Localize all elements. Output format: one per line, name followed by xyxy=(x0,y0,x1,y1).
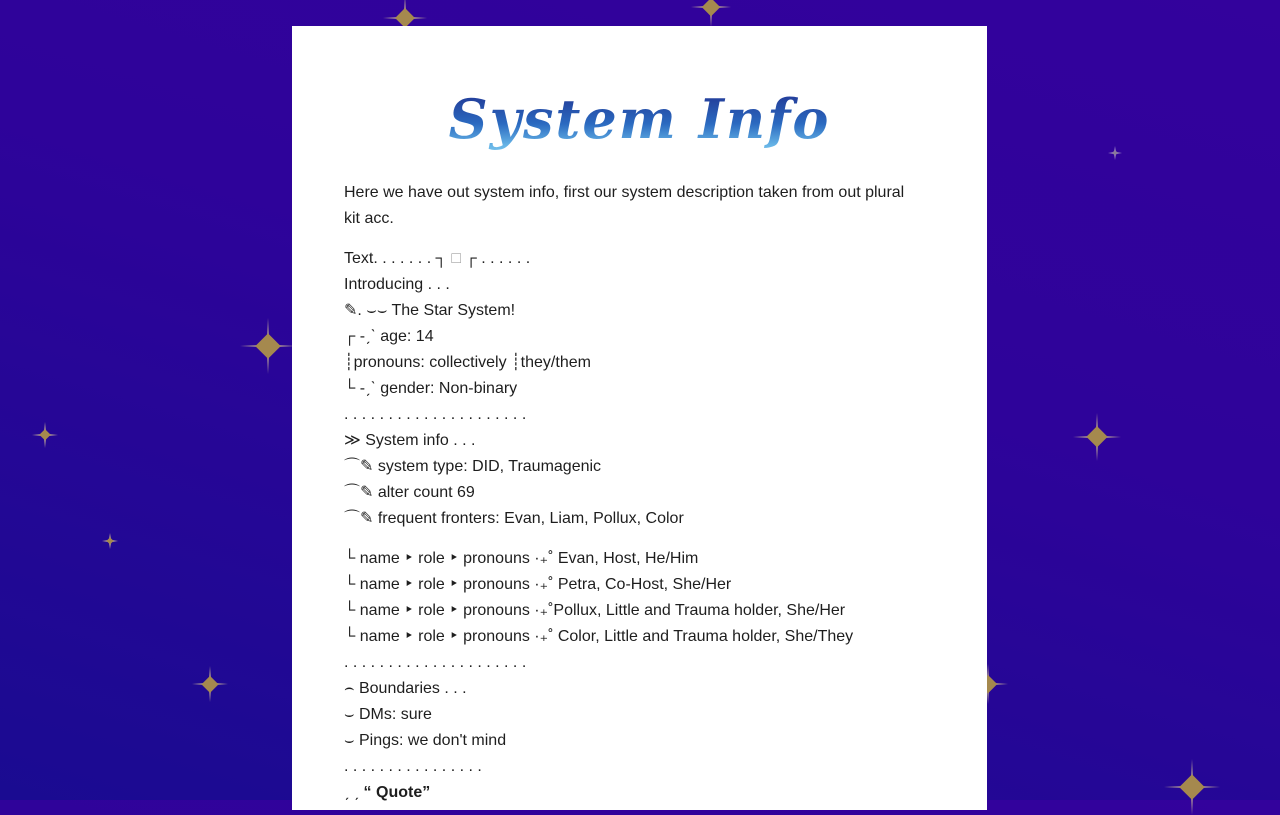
dotted-divider: . . . . . . . . . . . . . . . . xyxy=(344,758,482,775)
system-info-heading-line: ≫ System info . . . xyxy=(344,432,476,449)
sparkle-icon xyxy=(1164,759,1220,815)
missing-glyph-box: □ xyxy=(451,250,462,267)
quote-prefix-marks: ˏ ˏ xyxy=(344,784,364,801)
members-and-boundaries-block xyxy=(344,546,935,806)
age-line: ┌ -ˏˋ age: 14 xyxy=(344,328,434,345)
member-line: └ name ‣ role ‣ pronouns ·₊˚ Petra, Co-Host, She/Her xyxy=(344,576,732,593)
quote-line xyxy=(344,780,935,806)
system-name-line: ✎. ⌣⌣ The Star System! xyxy=(344,302,516,319)
sparkle-icon xyxy=(192,666,228,702)
system-description-block xyxy=(344,246,935,532)
intro-line: Introducing . . . xyxy=(344,276,450,293)
sparkle-icon xyxy=(1073,413,1121,461)
pronouns-line: ┊pronouns: collectively ┊they/them xyxy=(344,354,591,371)
dotted-divider: . . . . . . . . . . . . . . . . . . . . . xyxy=(344,406,527,423)
pings-line: ⌣ Pings: we don't mind xyxy=(344,732,507,749)
content-card xyxy=(292,26,987,810)
intro-paragraph: Here we have out system info, first our system description taken from out plural kit acc. xyxy=(344,184,905,227)
dms-line: ⌣ DMs: sure xyxy=(344,706,432,723)
alter-count-line: ⌒✎ alter count 69 xyxy=(344,484,475,501)
sparkle-icon xyxy=(691,0,731,27)
member-line: └ name ‣ role ‣ pronouns ·₊˚Pollux, Little and Trauma holder, She/Her xyxy=(344,602,846,619)
gender-line: └ -ˏˋ gender: Non-binary xyxy=(344,380,518,397)
member-line: └ name ‣ role ‣ pronouns ·₊˚ Evan, Host, He/Him xyxy=(344,550,699,567)
sparkle-icon xyxy=(102,533,118,549)
sparkle-icon xyxy=(240,318,296,374)
text-divider-line: Text. . . . . . . ┐ □ ┌ . . . . . . xyxy=(344,250,531,267)
quote-text: “ Quote” xyxy=(363,784,431,801)
page-title: System Info xyxy=(344,72,935,166)
system-type-line: ⌒✎ system type: DID, Traumagenic xyxy=(344,458,602,475)
dotted-divider: . . . . . . . . . . . . . . . . . . . . . xyxy=(344,654,527,671)
sparkle-icon xyxy=(32,422,58,448)
sparkle-icon xyxy=(1108,146,1122,160)
member-line: └ name ‣ role ‣ pronouns ·₊˚ Color, Little and Trauma holder, She/They xyxy=(344,628,854,645)
boundaries-heading-line: ⌢ Boundaries . . . xyxy=(344,680,467,697)
frequent-fronters-line: ⌒✎ frequent fronters: Evan, Liam, Pollux, Color xyxy=(344,510,684,527)
